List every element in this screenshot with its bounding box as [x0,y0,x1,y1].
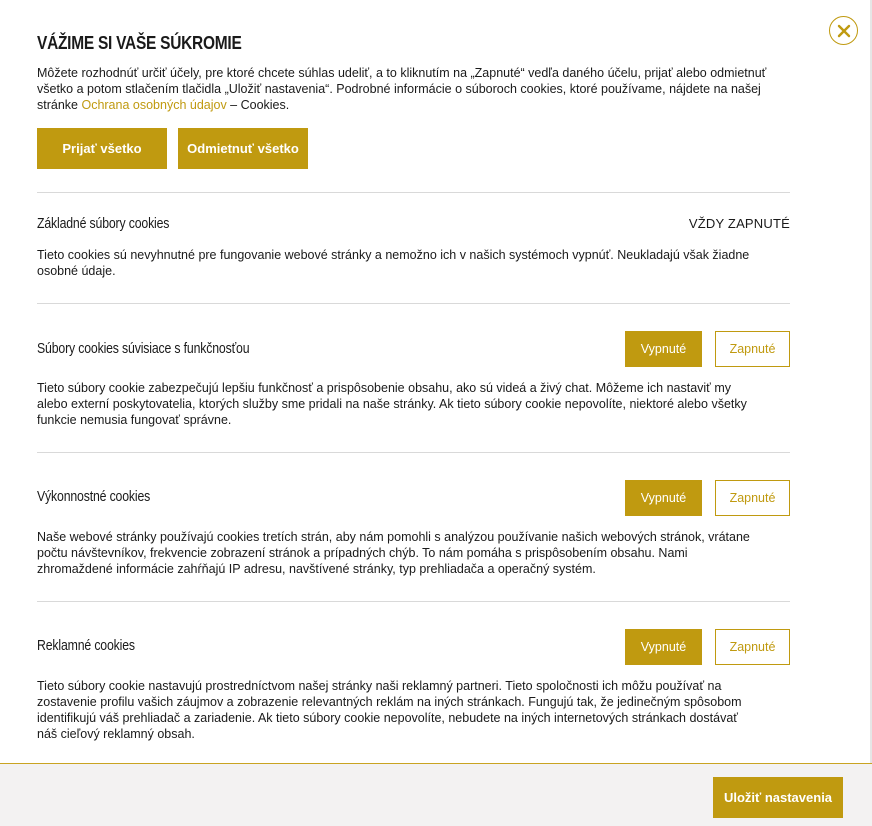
intro-body: Môžete rozhodnúť určiť účely, pre ktoré chcete súhlas udeliť, a to kliknutím na „Zapnuté“ vedľa daného účelu, prijať alebo odmietnuť všetko a potom stlačením tlačidla „Uložiť nastavenia“. Podrobné informácie o súboroch cookies, ktoré používame, nájdete na našej stránke [37,66,767,112]
save-settings-button[interactable]: Uložiť nastavenia [713,777,843,818]
divider [37,303,790,304]
divider [37,192,790,193]
category-title-performance: Výkonnostné cookies [37,488,151,505]
category-description-performance: Naše webové stránky používajú cookies tretích strán, aby nám pomohli s analýzou používanie našich webových stránok, vrátane počtu návštevníkov, frekvencie zobrazení stránok a prípadných chýb. To nám pomáha s prispôsobením obsahu. Nami zhromaždené informácie zahŕňajú IP adresu, navštívené stránky, typ prehliadača a operačný systém. [37,530,750,576]
category-title-essential: Základné súbory cookies [37,215,170,232]
divider [37,601,790,602]
advertising-on-button[interactable]: Zapnuté [715,629,790,665]
close-button[interactable] [829,16,858,45]
functional-on-button[interactable]: Zapnuté [715,331,790,367]
reject-all-button[interactable]: Odmietnuť všetko [178,128,308,169]
performance-on-button[interactable]: Zapnuté [715,480,790,516]
category-description-functional: Tieto súbory cookie zabezpečujú lepšiu funkčnosť a prispôsobenie obsahu, ako sú videá a živý chat. Môžeme ich nastaviť my alebo externí poskytovatelia, ktorých služby sme pridali na naše stránky. Ak tieto súbory cookie nepovolíte, niektoré alebo všetky funkcie nemusia fungovať správne. [37,381,747,427]
intro-suffix: – Cookies. [226,98,290,112]
accept-all-button[interactable]: Prijať všetko [37,128,167,169]
category-title-advertising: Reklamné cookies [37,637,135,654]
intro-text [37,65,767,113]
privacy-policy-link[interactable]: Ochrana osobných údajov [81,98,227,112]
dialog-footer [0,763,872,826]
category-title-functional: Súbory cookies súvisiace s funkčnosťou [37,340,250,357]
dialog-title: VÁŽIME SI VAŠE SÚKROMIE [37,33,242,53]
category-description-essential: Tieto cookies sú nevyhnutné pre fungovanie webové stránky a nemožno ich v našich systémoch vypnúť. Neukladajú však žiadne osobné údaje. [37,248,750,278]
functional-off-button[interactable]: Vypnuté [625,331,702,367]
always-on-label: VŽDY ZAPNUTÉ [688,216,790,231]
divider [37,452,790,453]
category-description-advertising: Tieto súbory cookie nastavujú prostredníctvom našej stránky naši reklamný partneri. Tieto spoločnosti ich môžu používať na zostavenie profilu vašich záujmov a zobrazenie relevantných reklám na iných stránkach. Fungujú tak, že jedinečným spôsobom identifikujú váš prehliadač a zariadenie. Ak tieto súbory cookie nepovolíte, nebudete na iných internetových stránkach dostávať náš cieľový reklamný obsah. [37,679,742,741]
close-icon [837,24,851,38]
performance-off-button[interactable]: Vypnuté [625,480,702,516]
advertising-off-button[interactable]: Vypnuté [625,629,702,665]
